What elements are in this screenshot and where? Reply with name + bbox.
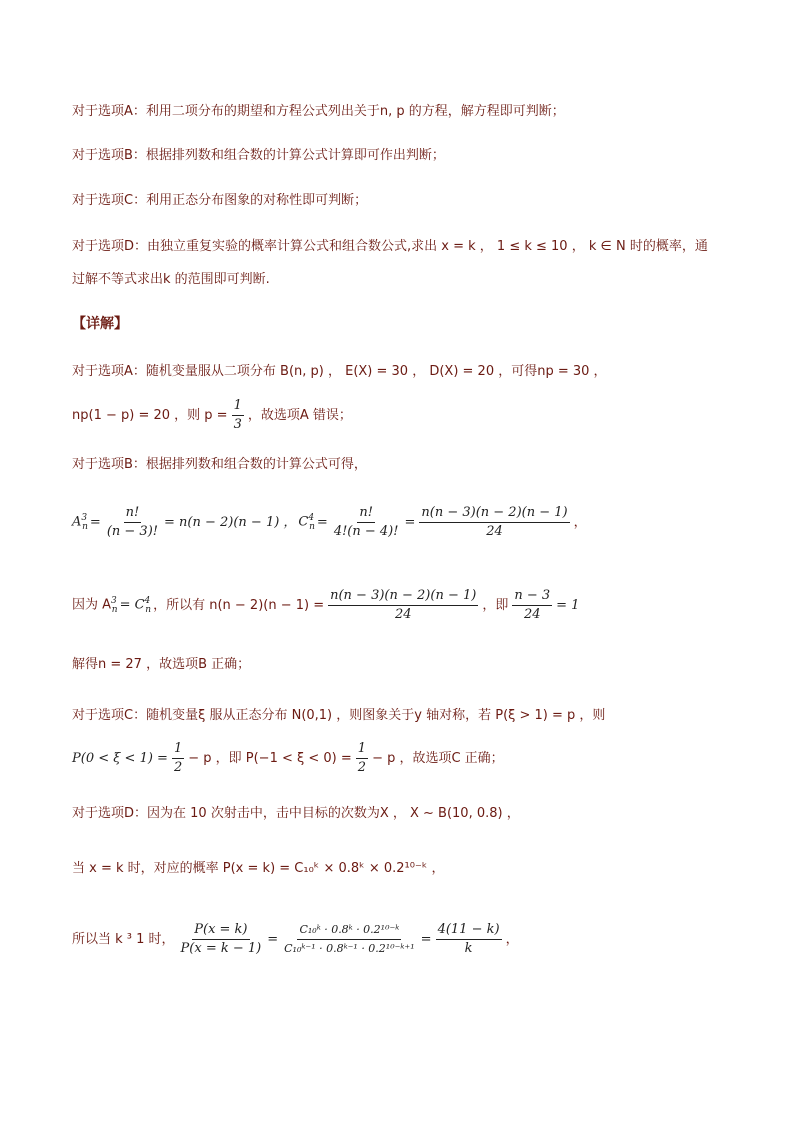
frac-num: C₁₀ᵏ · 0.8ᵏ · 0.2¹⁰⁻ᵏ: [297, 922, 401, 940]
frac-den: k: [464, 941, 473, 956]
analysis-line-c: 对于选项C：利用正态分布图象的对称性即可判断；: [72, 193, 368, 208]
frac-num: 1: [356, 741, 368, 759]
frac-num: 1: [172, 741, 184, 759]
fraction-expanded: [419, 505, 569, 540]
analysis-line-a: 对于选项A：利用二项分布的期望和方程公式列出关于n, p 的方程，解方程即可判断；: [72, 104, 565, 119]
formula-text: = 1: [556, 597, 580, 613]
formula-text: 所以当 k ³ 1 时，: [72, 931, 175, 947]
formula-text: ，所以有 n(n − 2)(n − 1) =: [153, 597, 325, 613]
equals: =: [404, 514, 416, 530]
frac-num: P(x = k): [192, 922, 249, 940]
a2-prefix: np(1 − p) = 20 ，则 p =: [72, 407, 228, 423]
detail-a-line1: 对于选项A：随机变量服从二项分布 B(n, p) ， E(X) = 30 ， D(X) = 20 ，可得np = 30 ，: [72, 364, 607, 379]
fraction-half: [356, 741, 368, 776]
combination-symbol: $C^4_n$: [298, 513, 315, 532]
detail-b-formula: [72, 505, 732, 540]
combination-symbol: = $C^4_n$: [119, 596, 152, 615]
fraction-result: [436, 922, 502, 957]
formula-text: ，: [573, 514, 587, 530]
frac-num: n − 3: [512, 588, 552, 606]
fraction-a: [105, 505, 160, 540]
b3-prefix: 因为 $A^3_n$: [72, 596, 118, 615]
equals: =: [316, 514, 328, 530]
frac-den: (n − 3)!: [106, 524, 158, 539]
frac-den: 24: [486, 524, 503, 539]
frac-num: n(n − 3)(n − 2)(n − 1): [419, 505, 569, 523]
detail-d-line1: 对于选项D：因为在 10 次射击中，击中目标的次数为X ， X ~ B(10, 0.8) ，: [72, 806, 520, 821]
frac-num: n(n − 3)(n − 2)(n − 1): [328, 588, 478, 606]
equals: =: [267, 931, 279, 947]
formula-text: ，即: [482, 597, 509, 613]
formula-text: P(0 < ξ < 1) =: [72, 750, 168, 766]
analysis-line-b: 对于选项B：根据排列数和组合数的计算公式计算即可作出判断；: [72, 148, 445, 163]
formula-text: − p ，即 P(−1 < ξ < 0) =: [188, 750, 352, 766]
fraction-binomial: [282, 922, 417, 957]
detail-a-line2: [72, 398, 732, 433]
detail-d-line3: [72, 922, 732, 957]
fraction-half: [172, 741, 184, 776]
frac-den: C₁₀ᵏ⁻¹ · 0.8ᵏ⁻¹ · 0.2¹⁰⁻ᵏ⁺¹: [284, 942, 415, 955]
frac-den: 3: [233, 417, 242, 432]
fraction-ratio: [179, 922, 264, 957]
detail-b-line4: 解得n = 27 ，故选项B 正确；: [72, 657, 251, 672]
frac-den: 24: [523, 607, 541, 622]
a2-suffix: ，故选项A 错误；: [247, 407, 352, 423]
fraction-expanded: [328, 588, 478, 623]
equals: =: [89, 514, 101, 530]
detail-c-line1: 对于选项C：随机变量ξ 服从正态分布 N(0,1) ，则图象关于y 轴对称，若 P(ξ > 1) = p ，则: [72, 708, 606, 723]
detail-b-line3: [72, 588, 732, 623]
frac-num: n!: [124, 505, 142, 523]
detail-heading: 【详解】: [72, 316, 128, 332]
fraction-one-third: [232, 398, 244, 433]
frac-den: 4!(n − 4)!: [333, 524, 399, 539]
frac-den: P(x = k − 1): [180, 941, 262, 956]
detail-d-line2: 当 x = k 时，对应的概率 P(x = k) = C₁₀ᵏ × 0.8ᵏ × 0.2¹⁰⁻ᵏ ，: [72, 861, 445, 876]
frac-num: n!: [357, 505, 375, 523]
frac-den: 24: [394, 607, 412, 622]
arrangement-symbol: $A^3_n$: [72, 513, 88, 532]
equals: =: [420, 931, 432, 947]
formula-text: = n(n − 2)(n − 1) ，: [164, 514, 297, 530]
analysis-line-d-cont: 过解不等式求出k 的范围即可判断.: [72, 272, 270, 287]
formula-text: ，: [505, 931, 519, 947]
formula-text: − p ，故选项C 正确；: [372, 750, 504, 766]
frac-num: 4(11 − k): [436, 922, 502, 940]
frac-num: 1: [232, 398, 244, 416]
frac-den: 2: [173, 760, 183, 775]
frac-den: 2: [357, 760, 367, 775]
detail-c-line2: [72, 741, 732, 776]
fraction-c: [332, 505, 401, 540]
detail-b-line1: 对于选项B：根据排列数和组合数的计算公式可得，: [72, 457, 367, 472]
fraction-n-minus-3: [512, 588, 552, 623]
analysis-line-d: 对于选项D：由独立重复实验的概率计算公式和组合数公式,求出 x = k ， 1 ≤ k ≤ 10 ， k ∈ N 时的概率，通: [72, 239, 708, 254]
